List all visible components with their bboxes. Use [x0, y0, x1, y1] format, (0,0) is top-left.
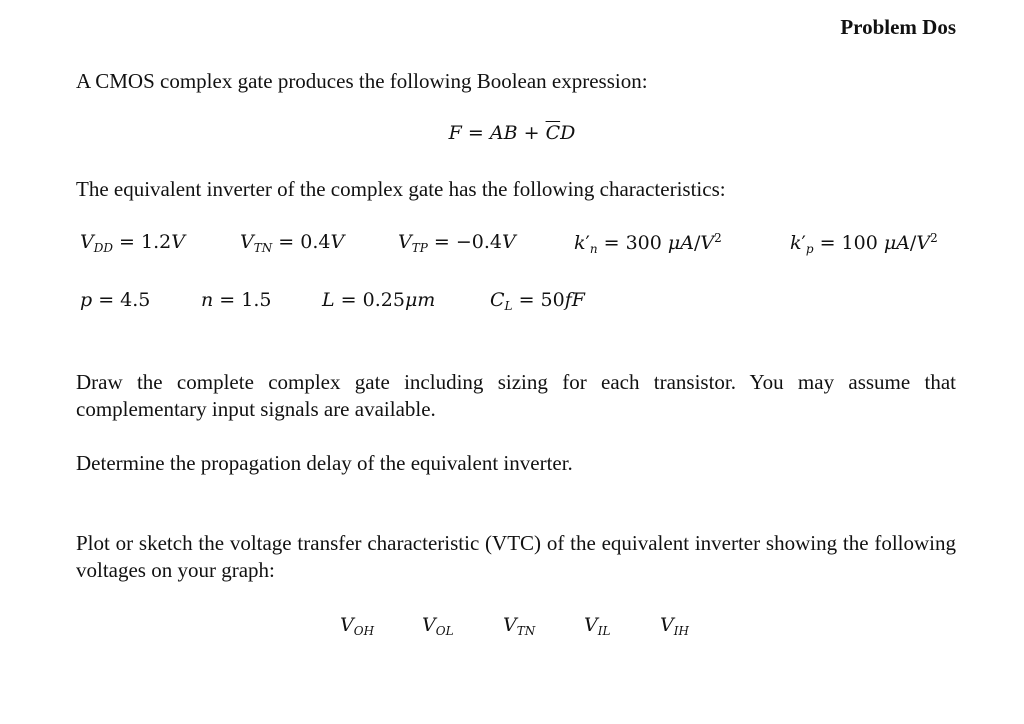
param-l: L = 0.25μm	[322, 289, 436, 311]
voltage-vih: $V_{IH}$	[660, 614, 689, 638]
c-bar-term: $\overline{C}$	[545, 122, 561, 144]
voltage-vol: $V_{OL}$	[422, 614, 454, 638]
param-n: n = 1.5	[201, 289, 272, 311]
param-kp: $k'_p = 100$ $\mu A/V^2$	[790, 231, 938, 256]
intro-text: A CMOS complex gate produces the following Boolean expression:	[76, 69, 648, 93]
voltage-vil: $V_{IL}$	[584, 614, 611, 638]
param-vtp: $V_{TP} = -0.4V$	[398, 231, 516, 255]
voltage-voh: $V_{OH}$	[340, 614, 375, 638]
param-kn: $k'_n = 300$ $\mu A/V^2$	[574, 231, 722, 256]
task-draw-gate: Draw the complete complex gate including sizing for each transistor. You may assume that complementary input signals are available.	[76, 370, 956, 421]
param-cl: $C_L = 50fF$	[490, 289, 585, 313]
param-vtn: $V_{TN} = 0.4V$	[240, 231, 345, 255]
voltage-vtn: $V_{TN}$	[503, 614, 536, 638]
problem-title: Problem Dos	[840, 15, 956, 39]
param-vdd: $V_{DD} = 1.2V$	[80, 231, 185, 255]
param-p: p = 4.5	[80, 289, 151, 311]
boolean-expression: F = AB + $\overline{C}D$	[448, 122, 576, 144]
task-plot-vtc: Plot or sketch the voltage transfer characteristic (VTC) of the equivalent inverter showing the following voltages on your graph:	[76, 531, 956, 582]
task-propagation-delay: Determine the propagation delay of the equivalent inverter.	[76, 451, 573, 475]
characteristics-text: The equivalent inverter of the complex gate has the following characteristics:	[76, 177, 726, 201]
